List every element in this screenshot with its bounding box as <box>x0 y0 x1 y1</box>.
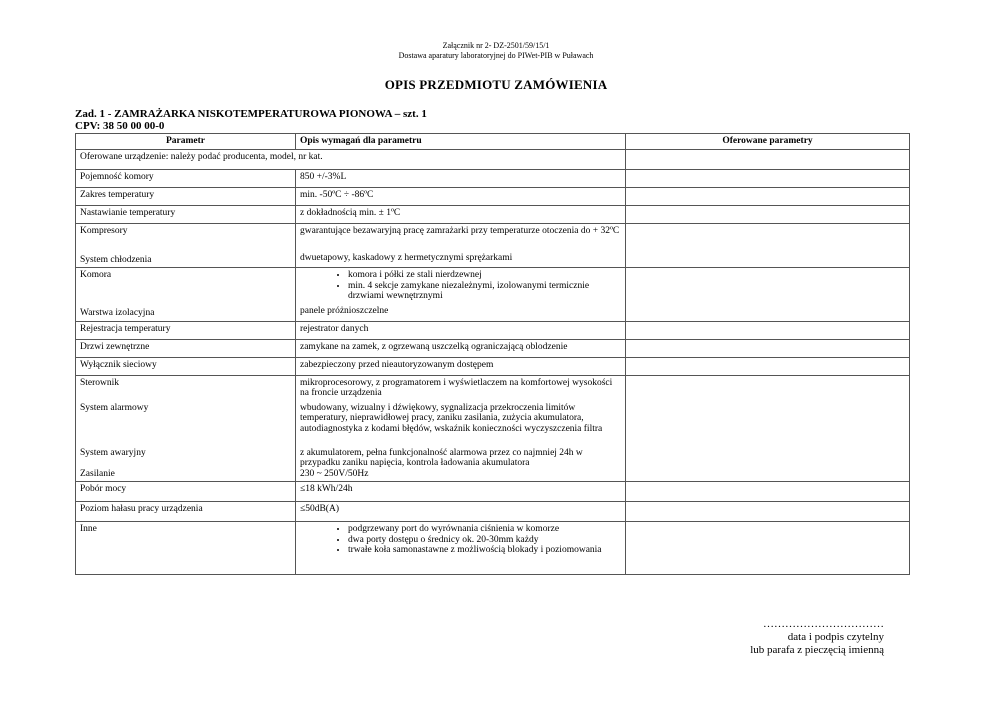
list-item: • podgrzewany port do wyrównania ciśnienia w komorze <box>348 524 621 535</box>
param-cooling: System chłodzenia <box>80 254 152 265</box>
param-cell: Pobór mocy <box>76 482 296 502</box>
signature-line-2: lub parafa z pieczęcią imienną <box>750 644 884 656</box>
table-row <box>76 268 910 322</box>
desc-cell: ≤50dB(A) <box>296 502 626 522</box>
param-compressors: Kompresory <box>80 225 128 236</box>
param-cell: Zakres temperatury <box>76 187 296 205</box>
attachment-number: Załącznik nr 2- DZ-2501/59/15/1 <box>442 41 550 50</box>
header-param: Parametr <box>76 134 296 150</box>
param-cell <box>76 268 296 322</box>
desc-cell: min. -50ºC ÷ -86ºC <box>296 187 626 205</box>
table-row <box>76 502 910 522</box>
table-row <box>76 357 910 375</box>
param-cell: Poziom hałasu pracy urządzenia <box>76 502 296 522</box>
table-row <box>76 522 910 575</box>
param-cell: Inne <box>76 522 296 575</box>
desc-cell: z dokładnością min. ± 1ºC <box>296 205 626 223</box>
desc-controller: mikroprocesorowy, z programatorem i wyświetlaczem na komfortowej wysokości na froncie urządzenia <box>300 377 613 398</box>
desc-power-supply: 230 ~ 250V/50Hz <box>300 468 369 479</box>
desc-cell <box>296 522 626 575</box>
desc-alarm: wbudowany, wizualny i dźwiękowy, sygnalizacja przekroczenia limitów temperatury, nieprawidłowej pracy, zaniku zasilania, zużycia akumulatora, autodiagnostyka z kodami błędów, wskaźnik konieczności wyczyszczenia filtra <box>300 402 603 434</box>
table-row <box>76 223 910 268</box>
desc-insulation: panele próżnioszczelne <box>300 306 389 316</box>
table-row <box>76 321 910 339</box>
offered-cell <box>626 482 910 502</box>
desc-compressors: gwarantujące bezawaryjną pracę zamrażarki przy temperaturze otoczenia do + 32ºC <box>300 225 620 236</box>
offered-cell <box>626 268 910 322</box>
offered-cell <box>626 169 910 187</box>
param-alarm: System alarmowy <box>80 402 149 413</box>
desc-cell: zabezpieczony przed nieautoryzowanym dostępem <box>296 357 626 375</box>
table-row <box>76 169 910 187</box>
desc-cell: zamykane na zamek, z ogrzewaną uszczelką ograniczającą oblodzenie <box>296 339 626 357</box>
param-cell: Pojemność komory <box>76 169 296 187</box>
param-controller: Sterownik <box>80 377 120 388</box>
desc-chamber <box>296 268 625 306</box>
table-row <box>76 339 910 357</box>
offered-cell <box>626 321 910 339</box>
param-cell <box>76 223 296 268</box>
list-item: • min. 4 sekcje zamykane niezależnymi, izolowanymi termicznie drzwiami wewnętrznymi <box>348 281 621 302</box>
desc-cell <box>296 375 626 482</box>
table-row <box>76 205 910 223</box>
offered-cell <box>626 522 910 575</box>
param-cell: Drzwi zewnętrzne <box>76 339 296 357</box>
param-backup: System awaryjny <box>80 447 146 458</box>
desc-cell: rejestrator danych <box>296 321 626 339</box>
table-row <box>76 482 910 502</box>
procurement-subject: Dostawa aparatury laboratoryjnej do PIWet-PIB w Puławach <box>398 51 594 60</box>
desc-cell <box>296 223 626 268</box>
page-title: OPIS PRZEDMIOTU ZAMÓWIENIA <box>384 77 608 92</box>
param-cell: Rejestracja temperatury <box>76 321 296 339</box>
offered-cell <box>626 339 910 357</box>
list-item: • dwa porty dostępu o średnicy ok. 20-30mm każdy <box>348 535 621 546</box>
list-item: • komora i półki ze stali nierdzewnej <box>348 270 621 281</box>
other-bullets <box>300 524 621 556</box>
desc-cell: ≤18 kWh/24h <box>296 482 626 502</box>
offered-cell <box>626 375 910 482</box>
signature-block <box>750 618 884 657</box>
desc-backup: z akumulatorem, pełna funkcjonalność alarmowa przez co najmniej 24h w przypadku zaniku napięcia, kontrola ładowania akumulatora <box>300 447 583 468</box>
desc-cell: 850 +/-3%L <box>296 169 626 187</box>
param-insulation: Warstwa izolacyjna <box>80 308 155 318</box>
header-description: Opis wymagań dla parametru <box>296 134 626 150</box>
offered-cell <box>626 187 910 205</box>
param-chamber: Komora <box>80 270 112 280</box>
offered-cell <box>626 357 910 375</box>
list-item: • trwałe koła samonastawne z możliwością blokady i poziomowania <box>348 545 621 556</box>
table-row <box>76 187 910 205</box>
signature-line-1: data i podpis czytelny <box>787 631 884 643</box>
param-cell: Wyłącznik sieciowy <box>76 357 296 375</box>
offered-cell <box>626 223 910 268</box>
offered-cell <box>626 205 910 223</box>
header-offered: Oferowane parametry <box>626 134 910 150</box>
signature-dots: …………………………… <box>763 618 884 630</box>
table-row <box>76 375 910 482</box>
desc-cell <box>296 268 626 322</box>
specification-table <box>75 133 910 575</box>
table-row-offered-device <box>76 149 910 169</box>
chamber-bullets <box>300 270 621 302</box>
table-header-row <box>76 134 910 150</box>
task-heading: Zad. 1 - ZAMRAŻARKA NISKOTEMPERATUROWA PIONOWA – szt. 1 <box>75 108 427 120</box>
offered-cell <box>626 149 910 169</box>
offered-cell <box>626 502 910 522</box>
desc-cooling: dwuetapowy, kaskadowy z hermetycznymi sprężarkami <box>300 252 513 263</box>
offered-device-label: Oferowane urządzenie: należy podać producenta, model, nr kat. <box>76 149 626 169</box>
param-power-supply: Zasilanie <box>80 468 115 479</box>
cpv-code: CPV: 38 50 00 00-0 <box>75 120 165 132</box>
param-cell: Nastawianie temperatury <box>76 205 296 223</box>
param-cell <box>76 375 296 482</box>
